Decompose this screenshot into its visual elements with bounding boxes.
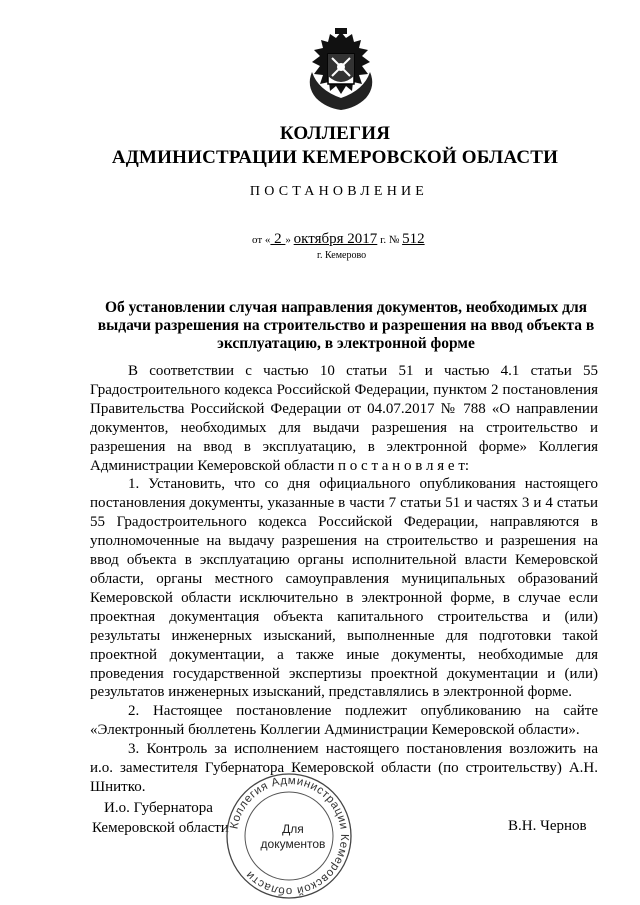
body-paragraph: 2. Настоящее постановление подлежит опубликованию на сайте «Электронный бюллетень Коллегии Администрации Кемеровской области». — [90, 703, 598, 739]
stamp-ring-text: Коллегия Администрации Кемеровской области — [228, 774, 351, 898]
document-title: Об установлении случая направления документов, необходимых для выдачи разрешения на строительство и разрешения на ввод объекта в эксплуатацию, в электронной форме — [97, 299, 595, 352]
date-prefix: от « — [252, 234, 271, 246]
document-body — [90, 362, 598, 797]
document-number: 512 — [402, 231, 425, 247]
document-city: г. Кемерово — [317, 250, 367, 261]
body-paragraph: 1. Установить, что со дня официального опубликования настоящего постановления документы, указанные в части 7 статьи 51 и частях 3 и 4 статьи 55 Градостроительного кодекса Российской Федерации, направляются в уполномоченные на выдачу разрешения на строительство и разрешения на ввод объекта в эксплуатацию органы исполнительной власти Кемеровской области, органы местного самоуправления муниципальных образований Кемеровской области исключительно в электронной форме, в случае если проектная документация объекта капитального строительства и (или) результаты инженерных изысканий, выполненные для подготовки такой проектной документации, а также иные документы, необходимые для проведения государственной экспертизы проектной документации и (или) результатов инженерных изысканий, представлялись в электронной форме. — [90, 476, 598, 701]
signatory-position-line1: И.о. Губернатора — [104, 800, 213, 816]
date-month-year: октября 2017 — [293, 231, 378, 247]
organization-name-line2: АДМИНИСТРАЦИИ КЕМЕРОВСКОЙ ОБЛАСТИ — [111, 147, 559, 168]
date-day: 2 — [270, 231, 286, 247]
signatory-position-line2: Кемеровской области — [92, 820, 229, 836]
body-paragraph: 3. Контроль за исполнением настоящего постановления возложить на и.о. заместителя Губернатора Кемеровской области (по строительству) А.Н. Шнитко. — [90, 741, 598, 795]
signatory-position — [92, 798, 229, 838]
organization-name-line1: КОЛЛЕГИЯ — [279, 123, 391, 144]
body-paragraph: В соответствии с частью 10 статьи 51 и частью 4.1 статьи 55 Градостроительного кодекса Российской Федерации, пунктом 2 постановления Правительства Российской Федерации от 04.07.2017 № 788 «О направлении документов, необходимых для выдачи разрешения на строительство и разрешения на ввод в эксплуатацию, в электронной форме» Коллегия Администрации Кемеровской области п о с т а н о в л я е т: — [90, 363, 598, 474]
number-label: № — [388, 234, 403, 246]
stamp-center-line1: Для — [282, 822, 304, 836]
coat-of-arms-emblem — [298, 28, 384, 114]
date-year-suffix: г. — [377, 234, 389, 246]
stamp-center-line2: документов — [260, 837, 326, 851]
document-type: ПОСТАНОВЛЕНИЕ — [249, 184, 429, 199]
document-dateline — [252, 231, 425, 248]
signatory-name: В.Н. Чернов — [508, 818, 587, 834]
date-mid: » — [285, 234, 294, 246]
